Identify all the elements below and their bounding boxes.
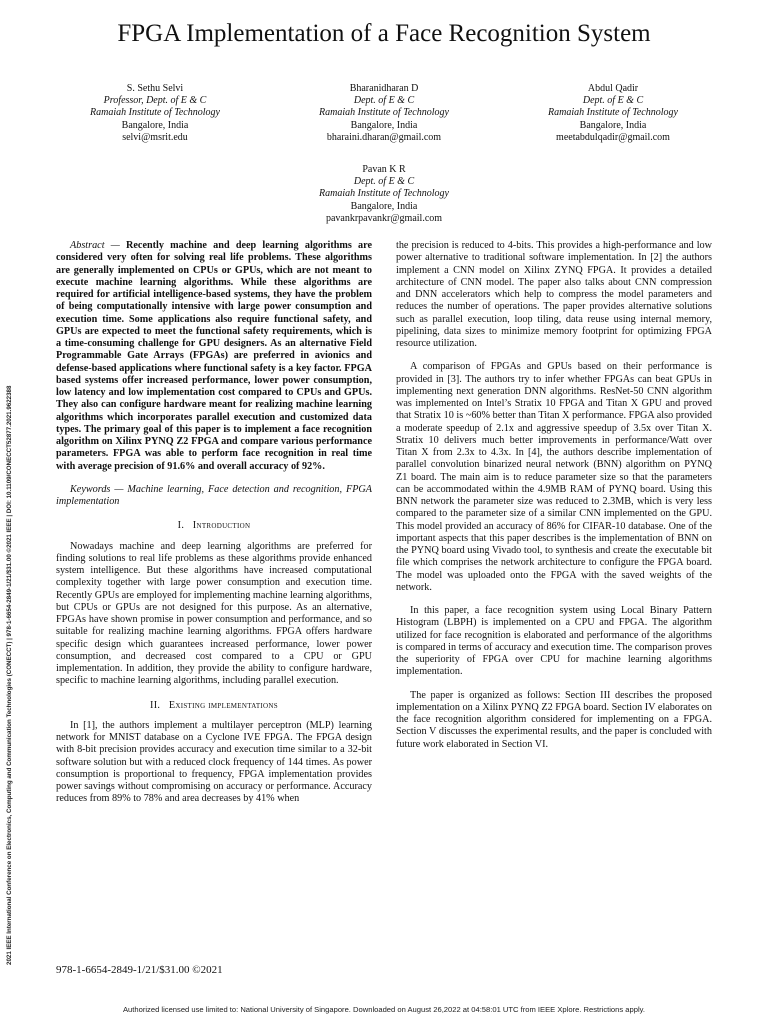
keywords: Keywords — Machine learning, Face detection and recognition, FPGA implementation — [56, 483, 372, 507]
abstract — [56, 240, 372, 473]
left-column — [56, 240, 372, 806]
section-heading-introduction: I. Introduction — [177, 520, 251, 532]
abstract-text: Recently machine and deep learning algorithms are considered very often for solving real life problems. These algorithms are generally implemented on CPUs or GPUs, which are not meant to execute machine learning algorithms. While these algorithms are required for artificial intelligence-based systems, they have the problem of being computationally intensive with large power consumption and execution time. Some applications also require functional safety, and GPUs are expected to meet the functional safety requirements, which is a time-consuming challenge for GPU designers. As an alternative Field Programmable Gate Arrays (FPGAs) are preferred in avionics and defense-based applications where functional safety is a key factor. FPGA based systems offer increased performance, lower power consumption, low latency and low implementation cost compared to CPUs and GPUs. They also can configure hardware meant for realizing machine learning algorithms which incorporates parallel execution and customized data types. The primary goal of this paper is to implement a face recognition algorithm on Xilinx PYNQ Z2 FPGA and compare various performance parameters. FPGA was able to perform face recognition in real time with average precision of 91.6% and overall accuracy of 92%. — [56, 240, 373, 472]
author-location: Bangalore, India — [579, 119, 647, 131]
author-name: Bharanidharan D — [349, 83, 419, 94]
author-affiliation: Professor, Dept. of E & C — [103, 95, 207, 107]
author-affiliation: Dept. of E & C — [353, 176, 415, 188]
author-email: pavankrpavankr@gmail.com — [325, 212, 443, 224]
author-name: Abdul Qadir — [587, 83, 639, 94]
author-location: Bangalore, India — [350, 200, 418, 212]
author-name: S. Sethu Selvi — [126, 83, 184, 94]
author-location: Bangalore, India — [121, 119, 189, 131]
license-footer: Authorized licensed use limited to: National University of Singapore. Downloaded on August 26,2022 at 04:58:01 UTC from IEEE Xplore. Restrictions apply. — [122, 1005, 645, 1014]
section-heading-existing: II. Existing implementations — [150, 699, 278, 711]
isbn-footer: 978-1-6654-2849-1/21/$31.00 ©2021 — [56, 964, 223, 976]
existing-paragraph: In [1], the authors implement a multilayer perceptron (MLP) learning network for MNIST database on a Cyclone IVE FPGA. The FPGA design with 8-bit precision provides accuracy and execution time similar to a 32-bit software solution but with a reduced clock frequency of 144 times. As power consumption is proportional to frequency, FPGA implementation provides power savings without compromising on accuracy or performance. Accuracy reduces from 89% to 78% and area decreases by 41% when — [56, 719, 372, 805]
author-block-4 — [269, 164, 499, 225]
author-location: Bangalore, India — [350, 119, 418, 131]
author-institute: Ramaiah Institute of Technology — [319, 188, 449, 200]
author-institute: Ramaiah Institute of Technology — [90, 107, 220, 119]
right-column — [396, 240, 712, 751]
body-paragraph: A comparison of FPGAs and GPUs based on their performance is provided in [3]. The authors try to infer whether FPGAs can beat GPUs in implementing next generation DNN algorithms. ResNet-50 CNN algorithm was implemented on Intel’s Stratix 10 FPGA and Titan X GPU and proved that Stratix 10 is ~60% better than Titan X performance. FPGA also provided a moderate speedup of 2.1x and aggressive speedup of 3.5x over Titan X. Stratix 10 delivers much better improvements in performance/Watt over Titan X from 2.3x to 4.3x. In [4], the authors describe implementation of parallel convolution binarized neural network (BNN) algorithm on PYNQ Z1 board. The main aim is to reduce parameter size so that the parameters can be accommodated within the 4.9MB RAM of PYNQ board. Using this BNN network the parameter size was reduced to 2.3MB, which is very less compared to the parameter size of a similar CNN implemented on the GPU. This model provided an accuracy of 86% for CIFAR-10 database. One of the important aspects that this paper describes is the implementation of BNN on the PYNQ board using Vivado tool, to synthesis and create the executable bit file which comprises the network architecture to configure the FPGA board. The model was uploaded onto the FPGA with the saved weights of the network. — [396, 361, 712, 593]
body-paragraph: In this paper, a face recognition system using Local Binary Pattern Histogram (LBPH) is implemented on a CPU and FPGA. The algorithm utilized for face recognition is elaborated and performance of the algorithms is compared in terms of accuracy and execution time. The comparison proves the superiority of FPGA over CPU for machine learning algorithms implementation. — [396, 605, 712, 678]
author-block-3 — [498, 83, 728, 144]
body-paragraph: the precision is reduced to 4-bits. This provides a high-performance and low power alternative to traditional software implementation. In [2] the authors implement a CNN model on Xilinx ZYNQ FPGA. It provides a detailed architecture of CNN model. The paper also talks about CNN compression and DNN accelerators which help to compress the model parameters and reduces the number of operations. The paper provides alternative solutions such as parallel execution, loop tiling, data reuse using internal memory, pipelining, data sizes to minimize memory footprint for optimizing FPGA resource utilization. — [396, 240, 712, 349]
abstract-lead: Abstract — — [70, 240, 120, 251]
author-affiliation: Dept. of E & C — [582, 95, 644, 107]
author-block-2 — [269, 83, 499, 144]
author-email: bharaini.dharan@gmail.com — [326, 131, 442, 143]
author-institute: Ramaiah Institute of Technology — [319, 107, 449, 119]
author-institute: Ramaiah Institute of Technology — [548, 107, 678, 119]
intro-paragraph: Nowadays machine and deep learning algorithms are preferred for finding solutions to real life problems as these algorithms provide enhanced system intelligence. But these algorithms have increased computational complexity together with large power consumption and execution time. Recently GPUs are employed for implementing machine learning algorithms, but CPUs or GPUs are not designed for this purpose. As an alternative, FPGAs have shown promise in power consumption and performance, and so suitable for realizing machine learning algorithms. FPGA offers hardware specific design which guarantees increased performance, lower power consumption, and decreased cost compared to a CPU or GPU implementation. In addition, they provide the ability to configure hardware, specific to machine learning algorithms, including parallel execution. — [56, 540, 373, 687]
author-email: selvi@msrit.edu — [122, 131, 188, 143]
author-affiliation: Dept. of E & C — [353, 95, 415, 107]
author-name: Pavan K R — [362, 164, 406, 175]
conference-sidebar: 2021 IEEE International Conference on Electronics, Computing and Communication Technologies (CONECCT) | 978-1-6654-2849-1/21/$31.00 ©2021 IEEE | DOI: 10.1109/CONECCT52877.2021.9622388 — [6, 385, 13, 965]
paper-title: FPGA Implementation of a Face Recognition System — [117, 20, 651, 47]
body-paragraph: The paper is organized as follows: Section III describes the proposed implementation on a Xilinx PYNQ Z2 FPGA board. Section IV elaborates on the face recognition algorithm considered for implementing on a FPGA. Section V discusses the experimental results, and the paper is concluded with future work elaborated in Section VI. — [396, 689, 712, 750]
author-block-1 — [40, 83, 270, 144]
author-email: meetabdulqadir@gmail.com — [556, 131, 670, 143]
